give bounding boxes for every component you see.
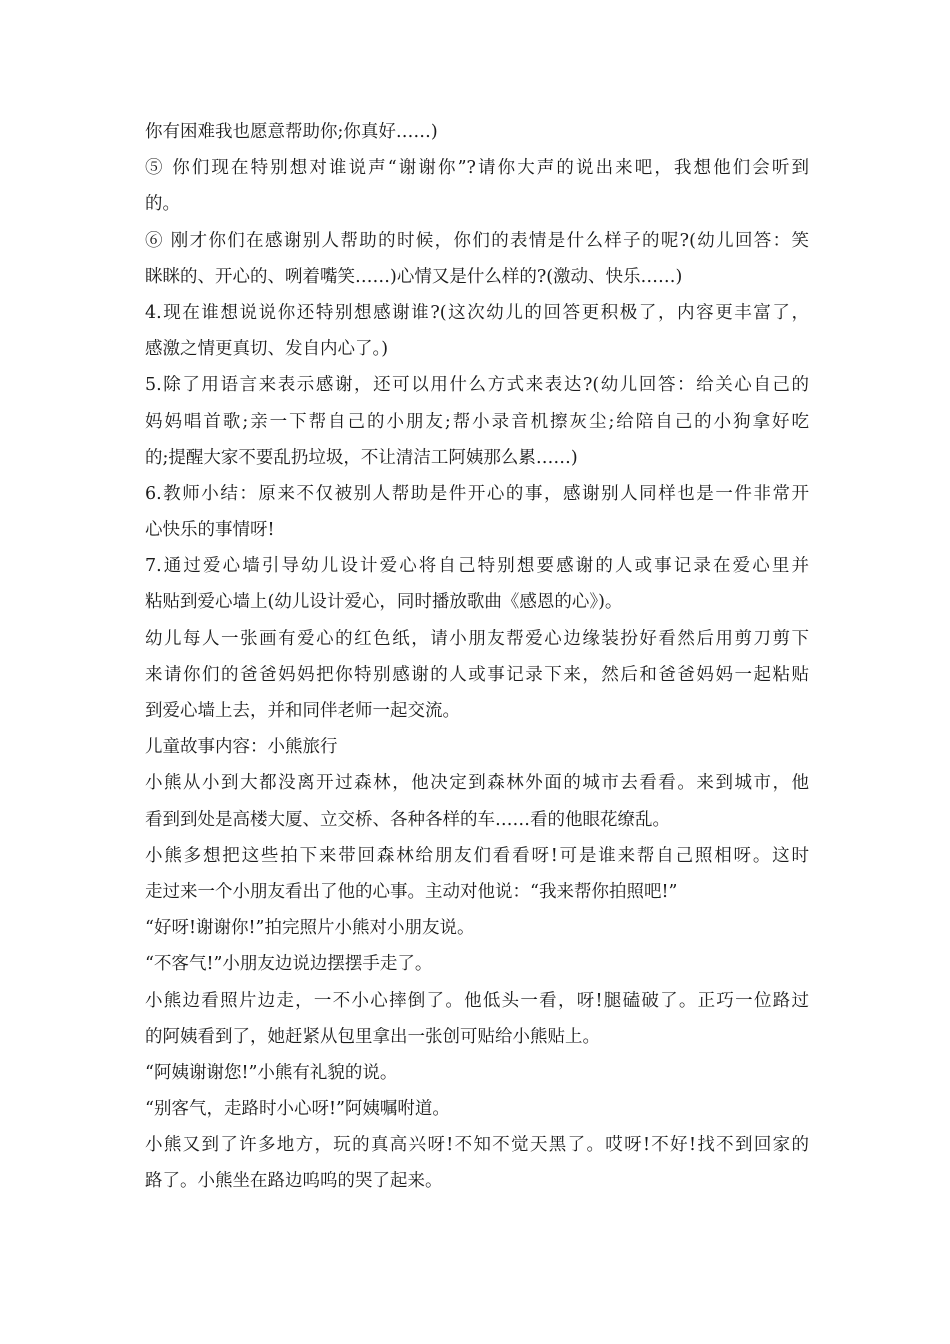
- text-line: “别客气，走路时小心呀!”阿姨嘱咐道。: [145, 1099, 450, 1120]
- text-line: 感激之情更真切、发自内心了。): [145, 339, 389, 360]
- text-line: 到爱心墙上去，并和同伴老师一起交流。: [145, 701, 460, 721]
- text-line: 的;提醒大家不要乱扔垃圾，不让清洁工阿姨那么累……): [145, 447, 578, 468]
- text-line: 小熊又到了许多地方，玩的真高兴呀!不知不觉天黑了。哎呀!不好!找不到回家的: [145, 1135, 809, 1156]
- text-line: 眯眯的、开心的、咧着嘴笑……)心情又是什么样的?(激动、快乐……): [145, 266, 683, 287]
- story-heading: 儿童故事内容：小熊旅行: [145, 737, 338, 758]
- text-line: 路了。小熊坐在路边呜呜的哭了起来。: [145, 1171, 443, 1192]
- text-line: 你有困难我也愿意帮助你;你真好……): [145, 122, 438, 142]
- text-line: “阿姨谢谢您!”小熊有礼貌的说。: [145, 1062, 398, 1083]
- text-line: ⑥ 刚才你们在感谢别人帮助的时候，你们的表情是什么样子的呢?(幼儿回答：笑: [145, 230, 809, 251]
- text-line: 妈妈唱首歌;亲一下帮自己的小朋友;帮小录音机擦灰尘;给陪自己的小狗拿好吃: [145, 411, 809, 432]
- text-line: 4.现在谁想说说你还特别想感谢谁?(这次幼儿的回答更积极了，内容更丰富了，: [145, 302, 809, 323]
- text-line: ⑤ 你们现在特别想对谁说声“谢谢你”?请你大声的说出来吧，我想他们会听到: [145, 158, 809, 179]
- text-line: 小熊多想把这些拍下来带回森林给朋友们看看呀!可是谁来帮自己照相呀。这时: [145, 845, 809, 866]
- text-line: 的阿姨看到了，她赶紧从包里拿出一张创可贴给小熊贴上。: [145, 1026, 600, 1047]
- text-line: 看到到处是高楼大厦、立交桥、各种各样的车……看的他眼花缭乱。: [145, 809, 670, 830]
- text-line: 心快乐的事情呀!: [145, 520, 275, 541]
- text-line: “好呀!谢谢你!”拍完照片小熊对小朋友说。: [145, 918, 475, 939]
- text-line: 小熊从小到大都没离开过森林，他决定到森林外面的城市去看看。来到城市，他: [145, 773, 809, 794]
- text-line: 的。: [145, 194, 180, 215]
- text-line: 5.除了用语言来表示感谢，还可以用什么方式来表达?(幼儿回答：给关心自己的: [145, 375, 809, 396]
- text-line: 来请你们的爸爸妈妈把你特别感谢的人或事记录下来，然后和爸爸妈妈一起粘贴: [145, 664, 809, 685]
- text-line: 7.通过爱心墙引导幼儿设计爱心将自己特别想要感谢的人或事记录在爱心里并: [145, 556, 809, 577]
- text-line: 幼儿每人一张画有爱心的红色纸，请小朋友帮爱心边缘装扮好看然后用剪刀剪下: [145, 628, 809, 649]
- text-line: 走过来一个小朋友看出了他的心事。主动对他说：“我来帮你拍照吧!”: [145, 881, 678, 902]
- text-line: “不客气!”小朋友边说边摆摆手走了。: [145, 954, 433, 975]
- document-page: [145, 114, 809, 1200]
- text-line: 小熊边看照片边走，一不小心摔倒了。他低头一看，呀!腿磕破了。正巧一位路过: [145, 990, 809, 1011]
- text-line: 6.教师小结：原来不仅被别人帮助是件开心的事，感谢别人同样也是一件非常开: [145, 483, 809, 504]
- text-line: 粘贴到爱心墙上(幼儿设计爱心，同时播放歌曲《感恩的心》)。: [145, 592, 623, 613]
